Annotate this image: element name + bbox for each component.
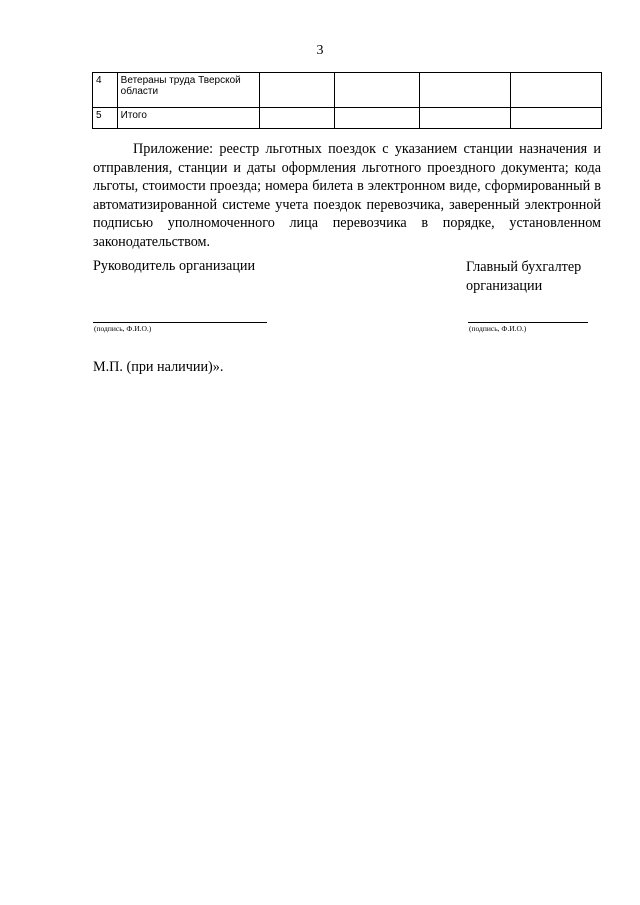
category-cell: Итого (117, 108, 260, 129)
value-cell (260, 108, 335, 129)
accountant-signature-caption: (подпись, Ф.И.О.) (469, 324, 527, 333)
value-cell (420, 108, 511, 129)
table-row (93, 73, 602, 108)
row-number-cell: 5 (93, 108, 118, 129)
value-cell (335, 108, 420, 129)
value-cell (420, 73, 511, 108)
value-cell (335, 73, 420, 108)
seal-placeholder-text: М.П. (при наличии)». (93, 359, 224, 375)
category-cell: Ветераны труда Тверской области (117, 73, 260, 108)
director-signature-caption: (подпись, Ф.И.О.) (94, 324, 152, 333)
row-number-cell: 4 (93, 73, 118, 108)
accountant-signature-title: Главный бухгалтер организации (466, 259, 582, 294)
director-signature-line (93, 322, 267, 323)
value-cell (511, 108, 602, 129)
value-cell (260, 73, 335, 108)
value-cell (511, 73, 602, 108)
accountant-signature-line (468, 322, 588, 323)
director-signature-title: Руководитель организации (93, 258, 256, 274)
appendix-paragraph: Приложение: реестр льготных поездок с указанием станции назначения и отправления, станции и даты оформления льготного проездного документа; кода льготы, стоимости проезда; номера билета в электронном виде, сформированный в автоматизированной системе учета поездок перевозчика, заверенный электронной подписью уполномоченного лица перевозчика в порядке, установленном законодательством. (93, 141, 601, 250)
benefits-table (92, 72, 602, 129)
table-row (93, 108, 602, 129)
page-number: 3 (316, 43, 324, 58)
